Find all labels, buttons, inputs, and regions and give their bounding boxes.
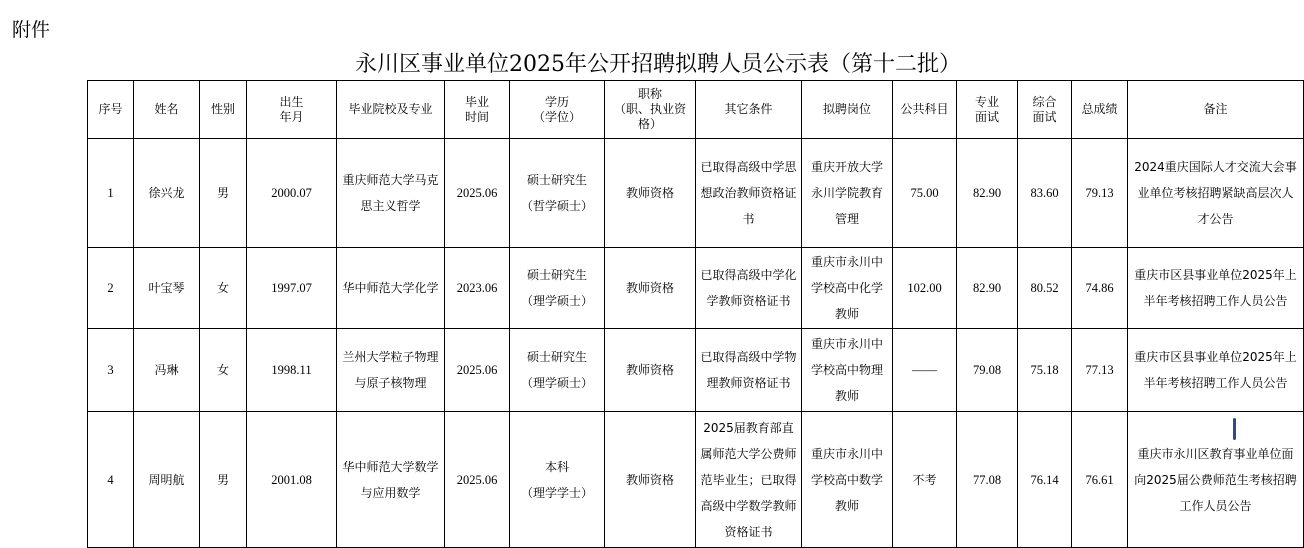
cell-note: 重庆市区县事业单位2025年上半年考核招聘工作人员公告 (1128, 248, 1304, 329)
cell-total: 77.13 (1072, 329, 1128, 412)
cell-prof: 79.08 (957, 329, 1018, 412)
cell-degree: 本科 （理学学士） (510, 412, 605, 548)
header-note: 备注 (1128, 81, 1304, 139)
header-school: 毕业院校及专业 (337, 81, 445, 139)
header-public: 公共科目 (893, 81, 957, 139)
cell-name: 周明航 (134, 412, 200, 548)
cell-other: 已取得高级中学物理教师资格证书 (696, 329, 802, 412)
cell-no: 3 (88, 329, 134, 412)
header-other: 其它条件 (696, 81, 802, 139)
cell-birth: 1998.11 (247, 329, 337, 412)
cell-public: —— (893, 329, 957, 412)
cell-post: 重庆市永川中学校高中数学教师 (802, 412, 893, 548)
cell-prof: 82.90 (957, 139, 1018, 248)
cell-other: 已取得高级中学思想政治教师资格证书 (696, 139, 802, 248)
cell-birth: 1997.07 (247, 248, 337, 329)
cell-public: 不考 (893, 412, 957, 548)
cell-other: 2025届教育部直属师范大学公费师范毕业生；已取得高级中学数学教师资格证书 (696, 412, 802, 548)
cell-total: 79.13 (1072, 139, 1128, 248)
cell-no: 1 (88, 139, 134, 248)
cell-gender: 女 (200, 329, 247, 412)
cell-gender: 女 (200, 248, 247, 329)
cell-school: 华中师范大学化学 (337, 248, 445, 329)
cell-comp: 80.52 (1018, 248, 1072, 329)
header-row (88, 81, 1304, 139)
cell-comp: 75.18 (1018, 329, 1072, 412)
cell-gender: 男 (200, 139, 247, 248)
cell-note: 重庆市永川区教育事业单位面向2025届公费师范生考核招聘工作人员公告 (1128, 412, 1304, 548)
scrollbar-thumb[interactable] (1233, 418, 1236, 440)
cell-post: 重庆市永川中学校高中化学教师 (802, 248, 893, 329)
cell-grad: 2025.06 (445, 329, 510, 412)
cell-no: 2 (88, 248, 134, 329)
cell-degree: 硕士研究生 （哲学硕士） (510, 139, 605, 248)
cell-school: 重庆师范大学马克思主义哲学 (337, 139, 445, 248)
table-row (88, 139, 1304, 248)
table-row (88, 412, 1304, 548)
cell-total: 76.61 (1072, 412, 1128, 548)
header-gender: 性别 (200, 81, 247, 139)
cell-school: 兰州大学粒子物理与原子核物理 (337, 329, 445, 412)
cell-comp: 76.14 (1018, 412, 1072, 548)
header-birth: 出生 年月 (247, 81, 337, 139)
header-total: 总成绩 (1072, 81, 1128, 139)
attachment-label: 附件 (12, 19, 51, 41)
cell-birth: 2000.07 (247, 139, 337, 248)
cell-title: 教师资格 (605, 139, 696, 248)
header-grad: 毕业 时间 (445, 81, 510, 139)
page-title: 永川区事业单位2025年公开招聘拟聘人员公示表（第十二批） (355, 52, 961, 77)
cell-gender: 男 (200, 412, 247, 548)
hiring-notice-table (87, 80, 1304, 548)
cell-public: 75.00 (893, 139, 957, 248)
cell-title: 教师资格 (605, 329, 696, 412)
cell-note: 重庆市区县事业单位2025年上半年考核招聘工作人员公告 (1128, 329, 1304, 412)
cell-post: 重庆市永川中学校高中物理教师 (802, 329, 893, 412)
table-row (88, 329, 1304, 412)
cell-no: 4 (88, 412, 134, 548)
cell-degree: 硕士研究生 （理学硕士） (510, 248, 605, 329)
header-name: 姓名 (134, 81, 200, 139)
cell-name: 冯琳 (134, 329, 200, 412)
table-row (88, 248, 1304, 329)
cell-total: 74.86 (1072, 248, 1128, 329)
cell-other: 已取得高级中学化学教师资格证书 (696, 248, 802, 329)
header-comp: 综合 面试 (1018, 81, 1072, 139)
cell-grad: 2025.06 (445, 139, 510, 248)
cell-prof: 82.90 (957, 248, 1018, 329)
cell-title: 教师资格 (605, 248, 696, 329)
cell-birth: 2001.08 (247, 412, 337, 548)
cell-grad: 2025.06 (445, 412, 510, 548)
cell-grad: 2023.06 (445, 248, 510, 329)
cell-public: 102.00 (893, 248, 957, 329)
cell-name: 叶宝琴 (134, 248, 200, 329)
header-title: 职称 （职、执业资 格） (605, 81, 696, 139)
header-degree: 学历 （学位） (510, 81, 605, 139)
cell-prof: 77.08 (957, 412, 1018, 548)
cell-comp: 83.60 (1018, 139, 1072, 248)
header-prof: 专业 面试 (957, 81, 1018, 139)
cell-note: 2024重庆国际人才交流大会事业单位考核招聘紧缺高层次人才公告 (1128, 139, 1304, 248)
cell-post: 重庆开放大学永川学院教育管理 (802, 139, 893, 248)
cell-degree: 硕士研究生 （理学硕士） (510, 329, 605, 412)
header-post: 拟聘岗位 (802, 81, 893, 139)
cell-school: 华中师范大学数学与应用数学 (337, 412, 445, 548)
cell-title: 教师资格 (605, 412, 696, 548)
header-no: 序号 (88, 81, 134, 139)
cell-name: 徐兴龙 (134, 139, 200, 248)
